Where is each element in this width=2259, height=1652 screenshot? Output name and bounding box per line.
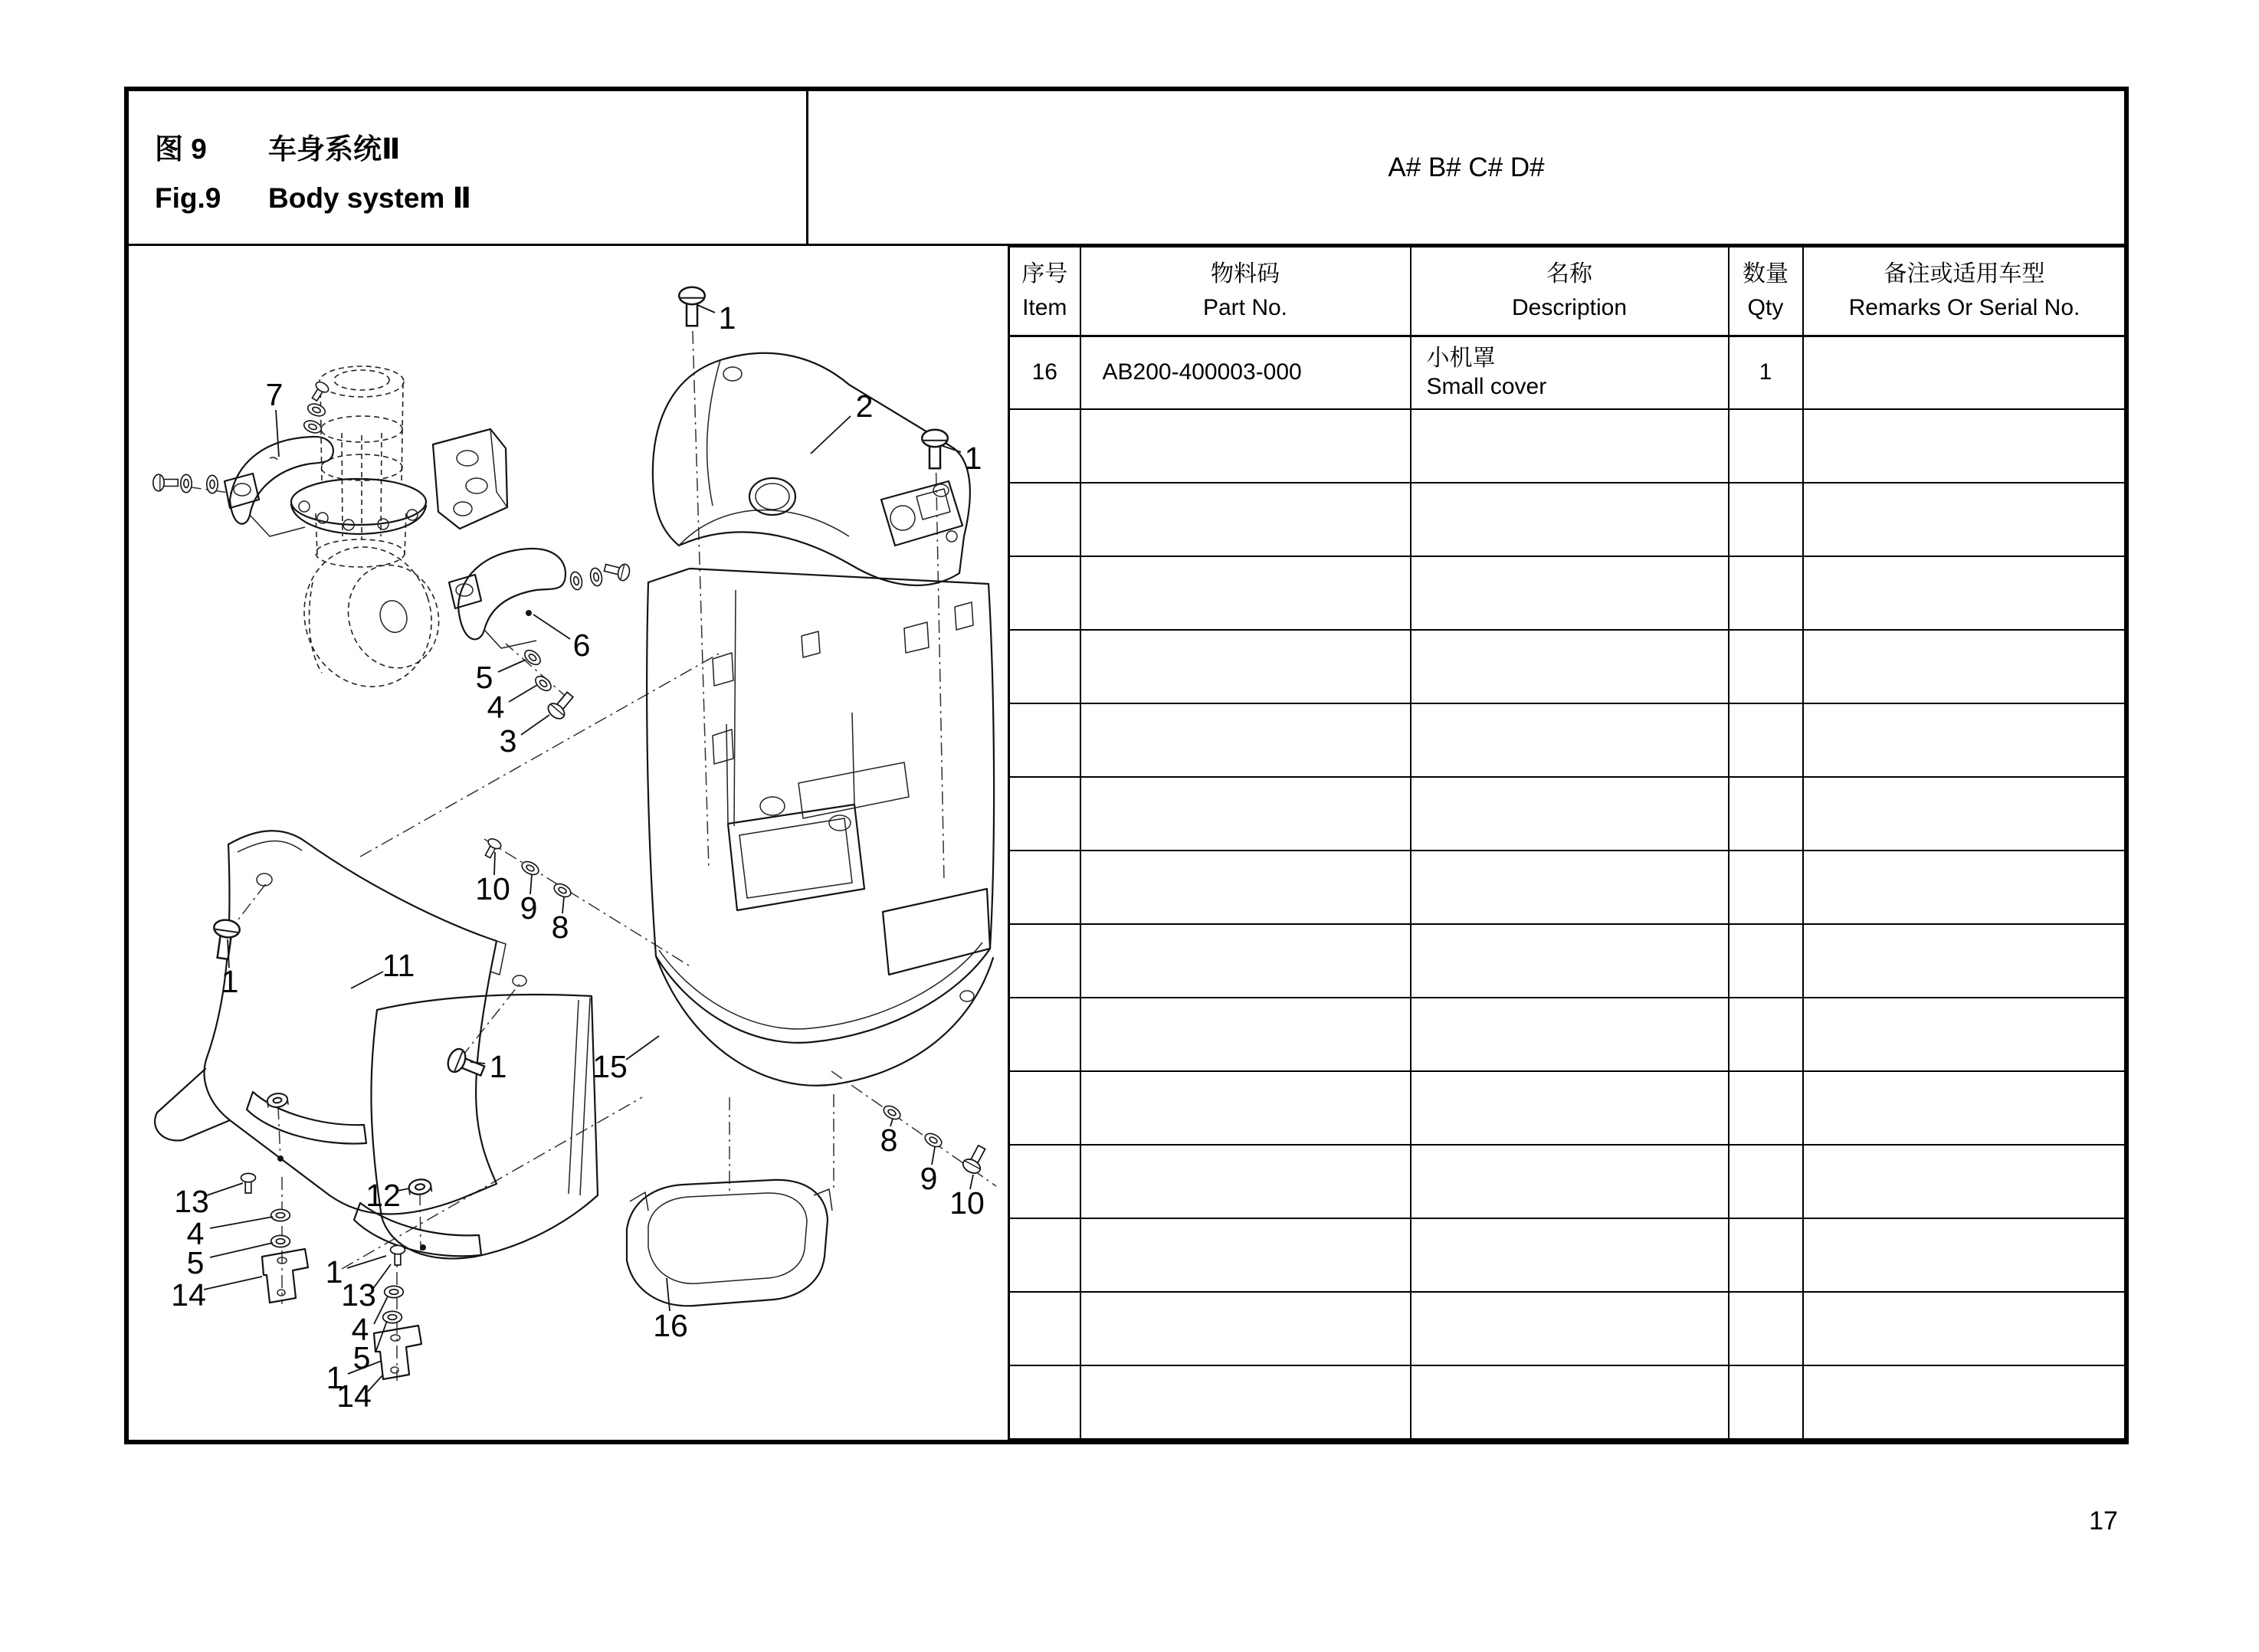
cell-remarks [1803,851,2126,924]
callout-label: 1 [326,1360,344,1395]
cell-qty [1729,409,1803,483]
leader-lines [204,305,973,1391]
cell-remarks [1803,409,2126,483]
washer-glyph [522,647,543,667]
col-header-item [1009,247,1080,336]
table-row [1009,703,2126,777]
cell-item [1009,1365,1080,1439]
figure-number-en: Fig.9 [155,182,221,214]
col-header-partno [1080,247,1411,336]
bolt-glyph [922,430,948,468]
screw-glyph [482,837,503,860]
col-header-remarks [1803,247,2126,336]
leader-line [347,1256,386,1268]
title-line-cn [155,125,806,174]
callout-label: 16 [653,1308,688,1343]
callout-label: 9 [920,1161,938,1196]
callout-label: 14 [171,1277,206,1313]
page-number: 17 [2089,1506,2118,1536]
cell-part-no [1080,851,1411,924]
cell-part-no [1080,1145,1411,1218]
leader-line [533,615,570,639]
nut-glyph [267,1092,289,1108]
cell-item [1009,1145,1080,1218]
figure-number-cn: 图 9 [155,133,207,165]
callout-label: 7 [265,377,284,412]
title-line-en [155,174,806,223]
cell-item [1009,703,1080,777]
cell-item [1009,1071,1080,1145]
cell-qty [1729,851,1803,924]
page-frame [124,87,2129,1444]
cell-qty [1729,556,1803,630]
part-12-side-cover [354,975,598,1259]
cell-description [1411,924,1729,998]
leader-line [210,1243,273,1257]
table-row [1009,1292,2126,1365]
table-row [1009,1365,2126,1439]
cell-description [1411,1218,1729,1292]
part-15-main-housing [647,569,994,1086]
figure-name-en: Body system Ⅱ [268,182,471,214]
leader-line [509,685,537,702]
cell-part-no [1080,1292,1411,1365]
washer-glyph [303,418,323,435]
cell-description [1411,336,1729,409]
washer-glyph [383,1311,402,1323]
table-row [1009,630,2126,703]
leader-line [210,1217,273,1228]
description-en: Small cover [1426,374,1547,400]
cell-description [1411,1292,1729,1365]
callout-label: 11 [382,948,415,983]
callout-label: 6 [572,628,591,663]
cell-part-no [1080,703,1411,777]
washer-glyph [207,475,218,493]
cell-part-no [1080,924,1411,998]
leader-line [498,660,526,672]
table-row [1009,1145,2126,1218]
callout-label: 1 [964,441,982,476]
cell-qty [1729,630,1803,703]
bolt-glyph [210,919,241,961]
leader-line [207,1183,243,1195]
cell-item [1009,1292,1080,1365]
cell-item [1009,1218,1080,1292]
cell-qty [1729,998,1803,1071]
cell-remarks [1803,924,2126,998]
table-row [1009,851,2126,924]
cell-description [1411,483,1729,556]
callout-label: 15 [592,1049,628,1084]
screw-glyph [391,1245,405,1265]
parts-table [1008,246,2126,1440]
cell-part-no [1080,1071,1411,1145]
cell-description [1411,703,1729,777]
cell-qty: 1 [1729,336,1803,409]
cell-item [1009,409,1080,483]
figure-name-cn: 车身系统Ⅱ [268,133,401,165]
washer-glyph [181,474,192,492]
cell-qty [1729,483,1803,556]
cell-remarks [1803,998,2126,1071]
callout-label: 4 [186,1216,205,1251]
screw-glyph [309,380,330,403]
callout-label: 5 [475,660,493,695]
cell-description [1411,409,1729,483]
cell-qty [1729,703,1803,777]
cell-qty [1729,1071,1803,1145]
cell-part-no [1080,630,1411,703]
cell-remarks [1803,1292,2126,1365]
callout-label: 5 [186,1245,205,1280]
parts-table-body [1009,336,2126,1439]
leader-line [276,410,279,457]
leader-line [521,715,549,735]
cell-qty [1729,924,1803,998]
leader-line [811,416,851,454]
table-row [1009,1218,2126,1292]
col-qty-en: Qty [1747,294,1784,320]
cell-description [1411,556,1729,630]
leader-line [626,1036,659,1060]
col-item-en: Item [1022,294,1067,320]
cell-item [1009,630,1080,703]
cell-item [1009,851,1080,924]
callout-label: 12 [366,1178,401,1213]
cell-item [1009,556,1080,630]
callout-label: 2 [855,388,874,424]
cell-description [1411,998,1729,1071]
cell-qty [1729,1218,1803,1292]
callout-label: 8 [880,1123,898,1158]
cell-remarks [1803,630,2126,703]
col-header-qty [1729,247,1803,336]
cell-part-no [1080,1218,1411,1292]
cell-description [1411,1365,1729,1439]
cell-item: 16 [1009,336,1080,409]
callout-label: 10 [475,871,510,906]
bolt-glyph [153,474,178,491]
col-partno-en: Part No. [1202,294,1288,320]
callout-label: 8 [551,910,569,945]
washer-glyph [307,402,327,418]
cell-description [1411,1071,1729,1145]
title-block [129,91,808,246]
drive-unit-assembly [287,366,455,703]
callout-label: 4 [351,1312,369,1347]
callout-label: 13 [174,1184,209,1219]
leader-line [697,305,715,313]
leader-line [375,1321,387,1352]
washer-glyph [552,881,572,900]
cell-part-no: AB200-400003-000 [1080,336,1411,409]
cell-qty [1729,777,1803,851]
leader-line [204,1277,262,1290]
bolt-glyph [961,1143,990,1176]
bolt-glyph [603,559,631,582]
cell-remarks [1803,1218,2126,1292]
washer-glyph [520,859,540,877]
callout-label: 3 [499,723,517,759]
callout-label: 14 [336,1378,372,1414]
callout-label: 5 [352,1340,371,1375]
cell-remarks [1803,1145,2126,1218]
washer-glyph [923,1131,943,1149]
cell-description [1411,851,1729,924]
washer-glyph [569,571,584,591]
table-row [1009,998,2126,1071]
callout-label: 1 [221,964,239,999]
cell-description [1411,1145,1729,1218]
col-partno-cn: 物料码 [1211,261,1280,287]
cell-qty [1729,1145,1803,1218]
callout-label: 1 [489,1049,507,1084]
col-item-cn: 序号 [1021,261,1068,287]
cell-part-no [1080,998,1411,1071]
cell-remarks [1803,556,2126,630]
callout-label: 10 [949,1185,985,1221]
callout-label: 13 [341,1277,376,1313]
nut-glyph [408,1178,431,1195]
table-header-row [1009,247,2126,336]
cell-part-no [1080,777,1411,851]
cell-part-no [1080,409,1411,483]
cell-part-no [1080,483,1411,556]
cell-part-no [1080,1365,1411,1439]
cell-qty [1729,1292,1803,1365]
washer-glyph [271,1209,290,1221]
callout-label: 4 [487,690,505,725]
cell-item [1009,777,1080,851]
col-remarks-cn: 备注或适用车型 [1884,261,2045,287]
part-6-clamp [449,549,566,648]
cell-qty [1729,1365,1803,1439]
col-qty-cn: 数量 [1743,261,1789,287]
col-description-cn: 名称 [1546,261,1592,287]
cell-item [1009,924,1080,998]
cell-remarks [1803,1365,2126,1439]
table-row [1009,409,2126,483]
cell-item [1009,998,1080,1071]
cell-item [1009,483,1080,556]
col-header-description [1411,247,1729,336]
leader-line [667,1278,670,1311]
part-11-side-cover [155,831,506,1214]
leader-line [351,972,383,988]
table-row [1009,336,2126,409]
cell-remarks [1803,703,2126,777]
cell-remarks [1803,483,2126,556]
washer-glyph [385,1286,404,1297]
description-cn: 小机罩 [1426,346,1496,372]
washer-glyph [533,674,553,693]
callout-label: 1 [325,1254,343,1290]
cell-remarks [1803,336,2126,409]
col-remarks-en: Remarks Or Serial No. [1848,294,2080,320]
cell-description [1411,777,1729,851]
cell-remarks [1803,777,2126,851]
part-16-small-cover [627,1180,832,1306]
mount-bracket [433,429,507,529]
washer-glyph [589,567,604,587]
cell-remarks [1803,1071,2126,1145]
variant-header [808,91,2124,246]
col-description-en: Description [1511,294,1628,320]
table-row [1009,556,2126,630]
table-row [1009,924,2126,998]
cell-part-no [1080,556,1411,630]
bolt-glyph [546,689,578,722]
exploded-diagram [129,246,1008,1440]
screw-glyph [241,1173,256,1193]
washer-glyph [271,1235,290,1247]
variant-label: A# B# C# D# [1388,152,1545,182]
table-row [1009,1071,2126,1145]
callout-label: 1 [718,300,736,336]
table-row [1009,777,2126,851]
table-row [1009,483,2126,556]
cell-description [1411,630,1729,703]
part-2-top-cover [653,353,970,585]
callout-label: 9 [520,890,538,926]
